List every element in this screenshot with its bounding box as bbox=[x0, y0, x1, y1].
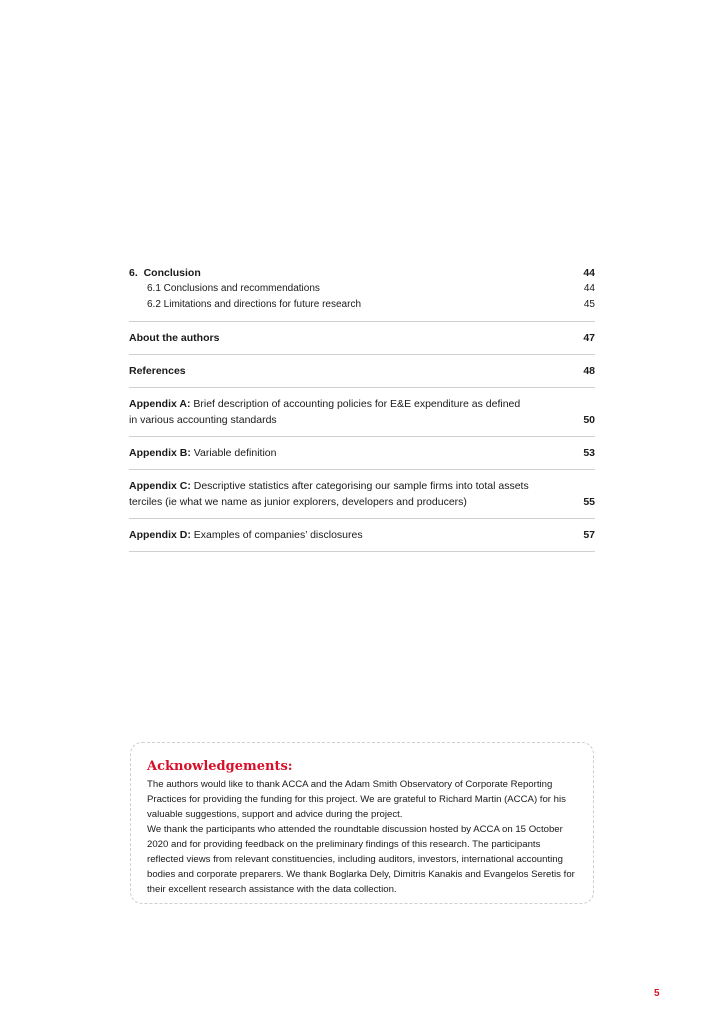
table-of-contents bbox=[129, 265, 595, 552]
toc-entry-references[interactable] bbox=[129, 355, 595, 388]
toc-label: About the authors bbox=[129, 332, 220, 344]
toc-label bbox=[129, 527, 529, 543]
toc-page: 53 bbox=[583, 447, 595, 459]
acknowledgements-title: Acknowledgements: bbox=[147, 759, 293, 774]
toc-label: 6. Conclusion bbox=[129, 267, 201, 279]
toc-entry-appendix-a[interactable] bbox=[129, 388, 595, 437]
toc-text: Examples of companies’ disclosures bbox=[190, 529, 363, 541]
page-number: 5 bbox=[654, 988, 660, 999]
toc-sub-page: 44 bbox=[583, 283, 595, 294]
toc-entry-about-authors[interactable] bbox=[129, 322, 595, 355]
toc-page: 44 bbox=[583, 267, 595, 279]
toc-entry-appendix-b[interactable] bbox=[129, 437, 595, 470]
toc-prefix: Appendix C: bbox=[129, 480, 191, 492]
toc-entry-appendix-c[interactable] bbox=[129, 470, 595, 519]
toc-page: 47 bbox=[583, 332, 595, 344]
toc-prefix: Appendix D: bbox=[129, 529, 191, 541]
toc-sub-entry[interactable] bbox=[129, 297, 595, 313]
toc-text: Variable definition bbox=[190, 447, 277, 459]
toc-entry-appendix-d[interactable] bbox=[129, 519, 595, 552]
toc-entry-conclusion[interactable] bbox=[129, 265, 595, 322]
toc-page: 50 bbox=[583, 414, 595, 426]
toc-page: 48 bbox=[583, 365, 595, 377]
toc-page: 57 bbox=[583, 529, 595, 541]
toc-page: 55 bbox=[583, 496, 595, 508]
toc-sub-entry[interactable] bbox=[129, 281, 595, 297]
toc-label bbox=[129, 478, 529, 510]
toc-prefix: Appendix B: bbox=[129, 447, 191, 459]
toc-text: Brief description of accounting policies for E&E expenditure as defined in various accounting standards bbox=[129, 398, 521, 426]
toc-label bbox=[129, 396, 529, 428]
toc-sub-label: 6.1 Conclusions and recommendations bbox=[147, 283, 320, 294]
acknowledgements-paragraph: We thank the participants who attended the roundtable discussion hosted by ACCA on 15 October 2020 and for providing feedback on the preliminary findings of this research. The participants reflected views from relevant constituencies, including auditors, investors, international accounting bodies and corporate preparers. We thank Boglarka Dely, Dimitris Kanakis and Evangelos Seretis for their excellent research assistance with the data collection. bbox=[147, 824, 575, 895]
toc-prefix: Appendix A: bbox=[129, 398, 191, 410]
toc-text: Descriptive statistics after categorising our sample firms into total assets terciles (ie what we name as junior explorers, developers and producers) bbox=[129, 480, 529, 508]
toc-label bbox=[129, 445, 529, 461]
toc-sub-label: 6.2 Limitations and directions for future research bbox=[147, 299, 361, 310]
toc-sub-page: 45 bbox=[583, 299, 595, 310]
acknowledgements-box bbox=[130, 742, 594, 904]
toc-label: References bbox=[129, 365, 186, 377]
acknowledgements-paragraph: The authors would like to thank ACCA and the Adam Smith Observatory of Corporate Reporting Practices for providing the funding for this project. We are grateful to Richard Martin (ACCA) for his valuable suggestions, support and advice during the project. bbox=[147, 779, 566, 820]
